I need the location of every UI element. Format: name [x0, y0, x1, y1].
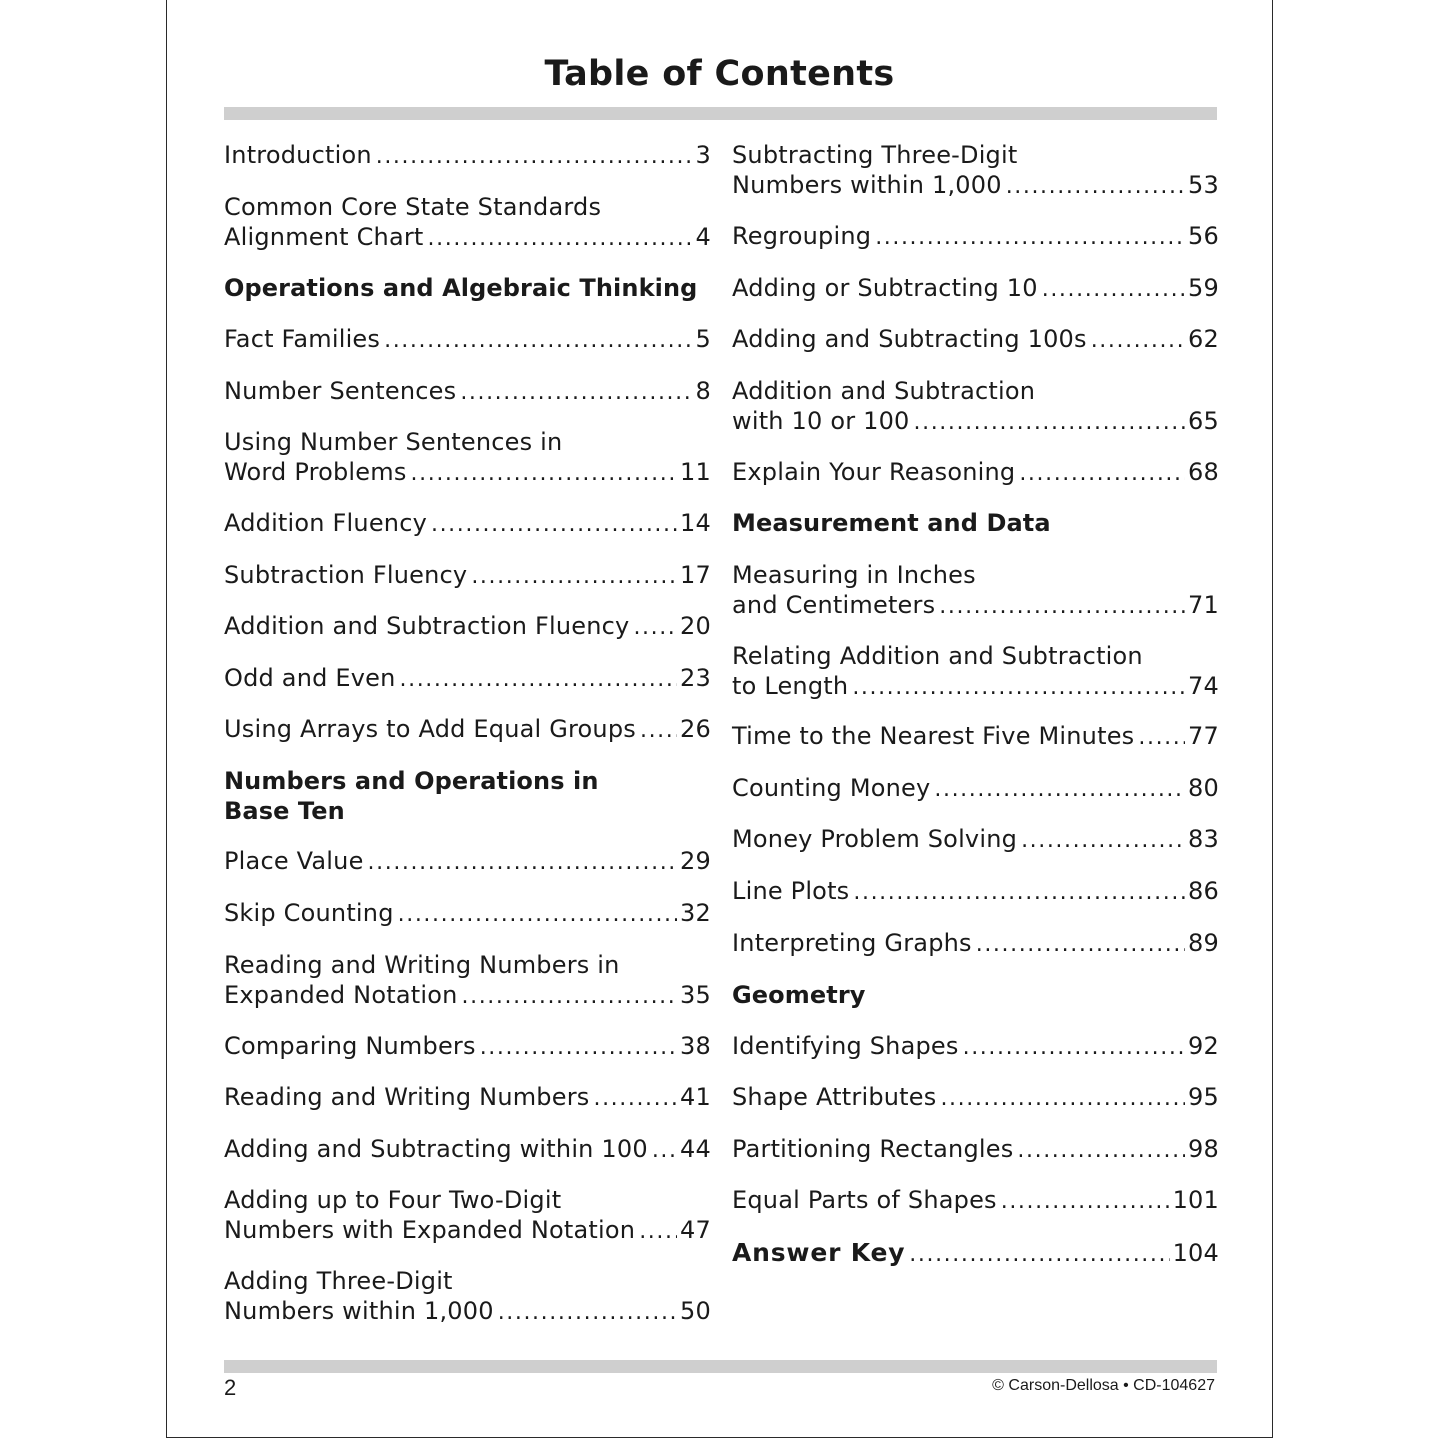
- dot-leader: [1042, 275, 1185, 305]
- top-divider: [224, 107, 1217, 120]
- entry-title: to Length: [732, 671, 849, 700]
- toc-entry-add-sub-fluency[interactable]: [224, 612, 711, 643]
- toc-entry-time[interactable]: [732, 722, 1219, 753]
- page-number: 47: [680, 1215, 711, 1244]
- entry-title: Counting Money: [732, 774, 931, 802]
- page-number: 26: [680, 715, 711, 743]
- entry-title: Explain Your Reasoning: [732, 458, 1016, 486]
- toc-entry-addition-fluency[interactable]: [224, 509, 711, 540]
- page-number: 35: [680, 980, 711, 1009]
- page-number: 98: [1188, 1135, 1219, 1163]
- entry-title: Identifying Shapes: [732, 1032, 959, 1060]
- entry-title: Using Arrays to Add Equal Groups: [224, 715, 636, 743]
- entry-title-line1: Using Number Sentences in: [224, 428, 563, 456]
- footer-copyright: © Carson-Dellosa • CD-104627: [992, 1377, 1215, 1394]
- page-number: 32: [680, 899, 711, 927]
- toc-entry-number-sentences[interactable]: [224, 377, 711, 408]
- page-number: 74: [1188, 671, 1219, 700]
- dot-leader: [852, 673, 1185, 703]
- toc-entry-expanded-notation[interactable]: [224, 951, 711, 1011]
- page-number: 41: [680, 1083, 711, 1111]
- page-number: 5: [695, 325, 711, 353]
- dot-leader: [934, 775, 1185, 805]
- entry-title: Equal Parts of Shapes: [732, 1186, 997, 1214]
- toc-entry-equal-parts[interactable]: [732, 1186, 1219, 1217]
- dot-leader: [384, 326, 692, 356]
- dot-leader: [652, 1136, 677, 1166]
- page-number: 83: [1188, 825, 1219, 853]
- entry-title: Adding and Subtracting within 100: [224, 1135, 648, 1163]
- dot-leader: [1017, 1136, 1185, 1166]
- dot-leader: [1006, 172, 1185, 202]
- page-number: 65: [1188, 406, 1219, 435]
- dot-leader: [633, 613, 677, 643]
- toc-entry-using-number-sentences[interactable]: [224, 428, 711, 488]
- dot-leader: [940, 1084, 1185, 1114]
- page-number: 14: [680, 509, 711, 537]
- dot-leader: [428, 224, 693, 254]
- entry-title: Partitioning Rectangles: [732, 1135, 1014, 1163]
- entry-title: Addition and Subtraction Fluency: [224, 612, 630, 640]
- entry-title: Skip Counting: [224, 899, 394, 927]
- toc-entry-explain-reasoning[interactable]: [732, 458, 1219, 489]
- entry-title: with 10 or 100: [732, 406, 910, 435]
- dot-leader: [1001, 1187, 1170, 1217]
- entry-title: and Centimeters: [732, 590, 936, 619]
- page-number: 20: [680, 612, 711, 640]
- toc-entry-add-sub-10-or-100[interactable]: [732, 377, 1219, 437]
- toc-entry-money-problem-solving[interactable]: [732, 825, 1219, 856]
- entry-title-line1: Common Core State Standards: [224, 193, 602, 221]
- page-number: 80: [1188, 774, 1219, 802]
- entry-title: Word Problems: [224, 457, 407, 486]
- page-number: 29: [680, 847, 711, 875]
- toc-entry-skip-counting[interactable]: [224, 899, 711, 930]
- toc-entry-comparing-numbers[interactable]: [224, 1032, 711, 1063]
- toc-entry-subtracting-three-digit[interactable]: [732, 141, 1219, 201]
- dot-leader: [498, 1298, 677, 1328]
- dot-leader: [963, 1033, 1185, 1063]
- page-number: 95: [1188, 1083, 1219, 1111]
- dot-leader: [368, 848, 678, 878]
- dot-leader: [939, 592, 1185, 622]
- dot-leader: [909, 1240, 1169, 1270]
- entry-title: Odd and Even: [224, 664, 396, 692]
- page-number: 89: [1188, 929, 1219, 957]
- section-heading-measurement-data: Measurement and Data: [732, 509, 1051, 537]
- dot-leader: [462, 982, 678, 1012]
- entry-title-line1: Subtracting Three-Digit: [732, 141, 1018, 169]
- entry-title: Addition Fluency: [224, 509, 427, 537]
- page-number: 68: [1188, 458, 1219, 486]
- dot-leader: [398, 900, 677, 930]
- page-number: 62: [1188, 325, 1219, 353]
- dot-leader: [914, 408, 1186, 438]
- entry-title: Number Sentences: [224, 377, 457, 405]
- page-title: Table of Contents: [544, 54, 895, 94]
- entry-title: Introduction: [224, 141, 372, 169]
- entry-title: Reading and Writing Numbers: [224, 1083, 590, 1111]
- entry-title-line1: Reading and Writing Numbers in: [224, 951, 620, 979]
- entry-title-line1: Measuring in Inches: [732, 561, 976, 589]
- toc-entry-within-100[interactable]: [224, 1135, 711, 1166]
- dot-leader: [1019, 459, 1185, 489]
- toc-page: [166, 0, 1273, 1438]
- dot-leader: [593, 1084, 677, 1114]
- toc-entry-place-value[interactable]: [224, 847, 711, 878]
- heading-line1: Numbers and Operations in: [224, 767, 599, 795]
- entry-title: Money Problem Solving: [732, 825, 1018, 853]
- entry-title: Regrouping: [732, 222, 872, 250]
- toc-entry-line-plots[interactable]: [732, 877, 1219, 908]
- entry-title: Shape Attributes: [732, 1083, 937, 1111]
- page-number: 23: [680, 664, 711, 692]
- toc-entry-answer-key[interactable]: [732, 1238, 1219, 1270]
- entry-title: Adding or Subtracting 10: [732, 274, 1038, 302]
- toc-entry-ccss-alignment-chart[interactable]: [224, 193, 711, 253]
- page-number: 77: [1188, 722, 1219, 750]
- toc-entry-relating-length[interactable]: [732, 642, 1219, 702]
- page-number: 38: [680, 1032, 711, 1060]
- dot-leader: [875, 223, 1185, 253]
- page-number: 8: [695, 377, 711, 405]
- dot-leader: [1138, 723, 1185, 753]
- toc-entry-adding-subtracting-10[interactable]: [732, 274, 1219, 305]
- page-number: 86: [1188, 877, 1219, 905]
- dot-leader: [400, 665, 678, 695]
- toc-entry-shape-attributes[interactable]: [732, 1083, 1219, 1114]
- toc-entry-introduction[interactable]: [224, 141, 711, 172]
- heading-line2: Base Ten: [224, 796, 345, 825]
- section-heading-numbers-operations-base-ten: [224, 767, 711, 826]
- entry-title: Comparing Numbers: [224, 1032, 476, 1060]
- dot-leader: [431, 510, 677, 540]
- entry-title-line1: Addition and Subtraction: [732, 377, 1036, 405]
- dot-leader: [460, 378, 692, 408]
- entry-title-line1: Adding Three-Digit: [224, 1267, 453, 1295]
- toc-entry-fact-families[interactable]: [224, 325, 711, 356]
- entry-title: Numbers with Expanded Notation: [224, 1215, 636, 1244]
- toc-entry-measuring[interactable]: [732, 561, 1219, 621]
- dot-leader: [480, 1033, 677, 1063]
- page-number: 50: [680, 1296, 711, 1325]
- entry-title: Expanded Notation: [224, 980, 458, 1009]
- entry-title: Numbers within 1,000: [224, 1296, 494, 1325]
- entry-title: Line Plots: [732, 877, 850, 905]
- entry-title: Adding and Subtracting 100s: [732, 325, 1087, 353]
- page-number: 3: [695, 141, 711, 169]
- entry-title: Subtraction Fluency: [224, 561, 468, 589]
- section-heading-operations-algebraic-thinking: Operations and Algebraic Thinking: [224, 274, 698, 302]
- toc-entry-interpreting-graphs[interactable]: [732, 929, 1219, 960]
- section-heading-geometry: Geometry: [732, 981, 866, 1009]
- toc-entry-reading-writing-numbers[interactable]: [224, 1083, 711, 1114]
- dot-leader: [411, 459, 678, 489]
- entry-title: Answer Key: [732, 1238, 906, 1267]
- toc-entry-adding-three-digit[interactable]: [224, 1267, 711, 1327]
- toc-entry-adding-subtracting-100s[interactable]: [732, 325, 1219, 356]
- dot-leader: [639, 1217, 677, 1247]
- entry-title: Numbers within 1,000: [732, 170, 1002, 199]
- page-number: 56: [1188, 222, 1219, 250]
- page-number: 104: [1172, 1239, 1219, 1267]
- page-number: 17: [680, 561, 711, 589]
- dot-leader: [976, 930, 1185, 960]
- toc-entry-arrays[interactable]: [224, 715, 711, 746]
- page-number: 4: [695, 222, 711, 251]
- toc-entry-odd-even[interactable]: [224, 664, 711, 695]
- dot-leader: [1021, 826, 1185, 856]
- dot-leader: [376, 142, 693, 172]
- toc-entry-counting-money[interactable]: [732, 774, 1219, 805]
- entry-title: Time to the Nearest Five Minutes: [732, 722, 1135, 750]
- toc-entry-subtraction-fluency[interactable]: [224, 561, 711, 592]
- entry-title: Place Value: [224, 847, 364, 875]
- entry-title: Interpreting Graphs: [732, 929, 972, 957]
- dot-leader: [853, 878, 1185, 908]
- footer-page-number: 2: [224, 1375, 237, 1400]
- dot-leader: [640, 716, 677, 746]
- page-number: 101: [1172, 1186, 1219, 1214]
- entry-title-line1: Adding up to Four Two-Digit: [224, 1186, 562, 1214]
- dot-leader: [471, 562, 677, 592]
- toc-entry-partitioning-rectangles[interactable]: [732, 1135, 1219, 1166]
- dot-leader: [1091, 326, 1185, 356]
- entry-title: Fact Families: [224, 325, 381, 353]
- bottom-divider: [224, 1360, 1217, 1373]
- toc-entry-identifying-shapes[interactable]: [732, 1032, 1219, 1063]
- page-number: 53: [1188, 170, 1219, 199]
- entry-title: Alignment Chart: [224, 222, 424, 251]
- page-number: 71: [1188, 590, 1219, 619]
- page-number: 92: [1188, 1032, 1219, 1060]
- page-number: 11: [680, 457, 711, 486]
- entry-title-line1: Relating Addition and Subtraction: [732, 642, 1143, 670]
- toc-entry-regrouping[interactable]: [732, 222, 1219, 253]
- page-number: 59: [1188, 274, 1219, 302]
- toc-entry-four-two-digit[interactable]: [224, 1186, 711, 1246]
- page-number: 44: [680, 1135, 711, 1163]
